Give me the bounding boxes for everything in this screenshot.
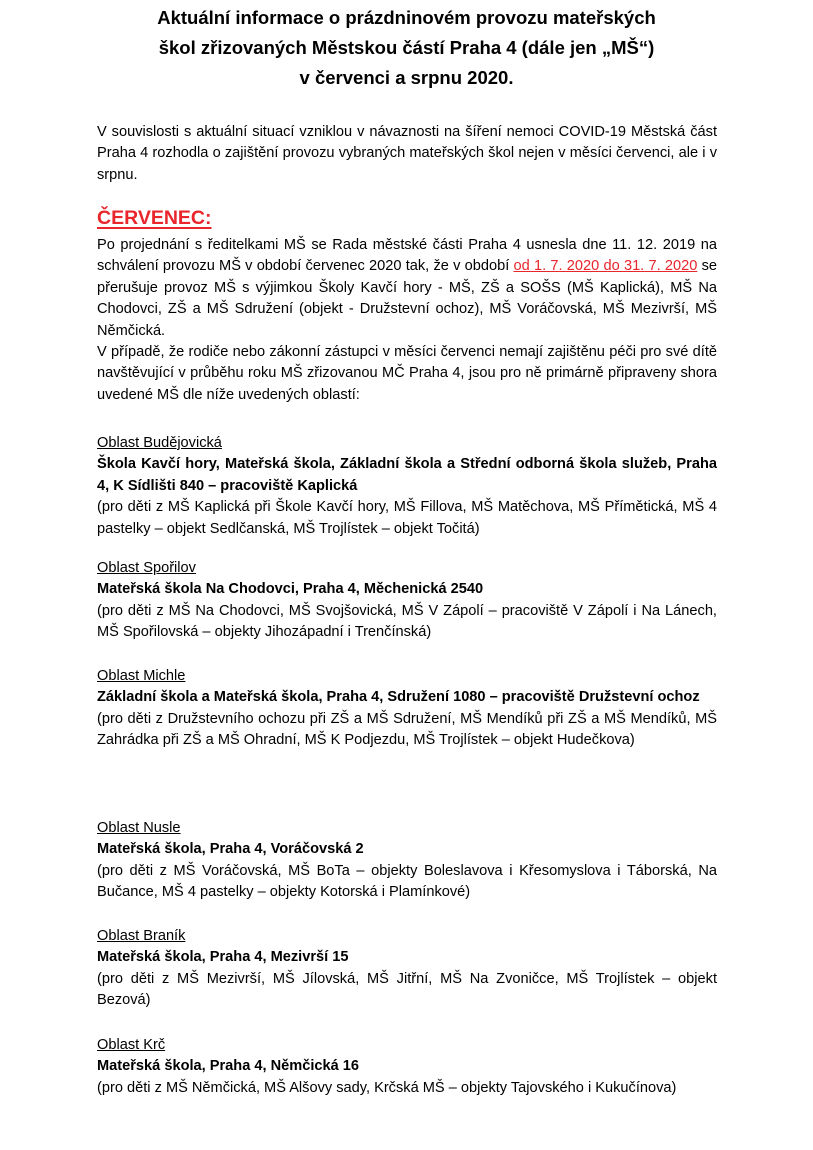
intro-section bbox=[97, 122, 717, 186]
region-block bbox=[97, 1035, 717, 1099]
region-name: Oblast Spořilov bbox=[97, 560, 196, 576]
region-kids: (pro děti z MŠ Mezivrší, MŠ Jílovská, MŠ Jitřní, MŠ Na Zvoničce, MŠ Trojlístek – objekt Bezová) bbox=[97, 970, 717, 1009]
title-line-2: škol zřizovaných Městskou částí Praha 4 (dále jen „MŠ“) bbox=[158, 37, 655, 58]
july-section-body bbox=[97, 235, 717, 406]
page-title bbox=[60, 3, 753, 93]
region-block bbox=[97, 433, 717, 540]
region-kids: (pro děti z MŠ Kaplická při Škole Kavčí hory, MŠ Fillova, MŠ Matěchova, MŠ Přímětická, MŠ 4 pastelky – objekt Sedlčanská, MŠ Trojlístek – objekt Točitá) bbox=[97, 499, 717, 537]
region-kids: (pro děti z Družstevního ochozu při ZŠ a MŠ Sdružení, MŠ Mendíků při ZŠ a MŠ Mendíků, MŠ Zahrádka při ZŠ a MŠ Ohradní, MŠ K Podjezdu, MŠ Trojlístek – objekt Hudečkova) bbox=[97, 710, 717, 749]
region-block bbox=[97, 666, 717, 752]
intro-paragraph: V souvislosti s aktuální situací vzniklou v návaznosti na šíření nemoci COVID-19 Městská část Praha 4 rozhodla o zajištění provozu vybraných mateřských škol nejen v měsíci červenci, ale i v srpnu. bbox=[97, 124, 717, 183]
region-name: Oblast Krč bbox=[97, 1037, 166, 1053]
region-kids: (pro děti z MŠ Němčická, MŠ Alšovy sady, Krčská MŠ – objekty Tajovského i Kukučínova) bbox=[97, 1079, 677, 1096]
july-paragraph-2: V případě, že rodiče nebo zákonní zástupci v měsíci červenci nemají zajištěnu péči pro své dítě navštěvující v průběhu roku MŠ zřizovanou MČ Praha 4, jsou pro ně primárně připraveny shora uvedené MŠ dle níže uvedených oblastí: bbox=[97, 344, 717, 403]
region-name: Oblast Budějovická bbox=[97, 435, 222, 451]
july-paragraph-1-end: se přerušuje provoz MŠ s výjimkou Školy Kavčí hory - MŠ, ZŠ a SOŠS (MŠ Kaplická), MŠ Na Chodovci, ZŠ a MŠ Sdružení (objekt - Družstevní ochoz), MŠ Voráčovská, MŠ Mezivrší, MŠ Němčická. bbox=[97, 258, 717, 339]
region-kids: (pro děti z MŠ Voráčovská, MŠ BoTa – objekty Boleslavova i Křesomyslova i Táborská, Na Bučance, MŠ 4 pastelky – objekty Kotorská i Plamínkové) bbox=[97, 862, 717, 901]
region-school: Mateřská škola Na Chodovci, Praha 4, Měchenická 2540 bbox=[97, 581, 484, 598]
title-line-1: Aktuální informace o prázdninovém provozu mateřských bbox=[157, 7, 656, 28]
region-school: Škola Kavčí hory, Mateřská škola, Základní škola a Střední odborná škola služeb, Praha 4, K Sídlišti 840 – pracoviště Kaplická bbox=[97, 456, 717, 494]
region-school: Mateřská škola, Praha 4, Voráčovská 2 bbox=[97, 841, 364, 858]
region-school: Mateřská škola, Praha 4, Němčická 16 bbox=[97, 1058, 360, 1075]
region-block bbox=[97, 558, 717, 644]
region-name: Oblast Michle bbox=[97, 668, 186, 684]
region-block bbox=[97, 818, 717, 904]
july-paragraph-1 bbox=[97, 235, 717, 342]
region-name: Oblast Braník bbox=[97, 928, 186, 944]
region-school: Mateřská škola, Praha 4, Mezivrší 15 bbox=[97, 949, 349, 966]
section-heading-july: ČERVENEC: bbox=[97, 207, 212, 229]
date-range-highlight: od 1. 7. 2020 do 31. 7. 2020 bbox=[513, 258, 698, 275]
region-kids: (pro děti z MŠ Na Chodovci, MŠ Svojšovická, MŠ V Zápolí – pracoviště V Zápolí i Na Lánech, MŠ Spořilovská – objekty Jihozápadní i Trenčínská) bbox=[97, 602, 717, 641]
region-name: Oblast Nusle bbox=[97, 820, 181, 836]
title-line-3: v červenci a srpnu 2020. bbox=[299, 67, 514, 88]
region-school: Základní škola a Mateřská škola, Praha 4, Sdružení 1080 – pracoviště Družstevní ochoz bbox=[97, 689, 700, 706]
region-block bbox=[97, 926, 717, 1012]
july-paragraph-1-start: Po projednání s ředitelkami MŠ se Rada městské části Praha 4 usnesla dne 11. 12. 2019 na schválení provozu MŠ v období červenec 2020 tak, že v období bbox=[97, 237, 717, 275]
